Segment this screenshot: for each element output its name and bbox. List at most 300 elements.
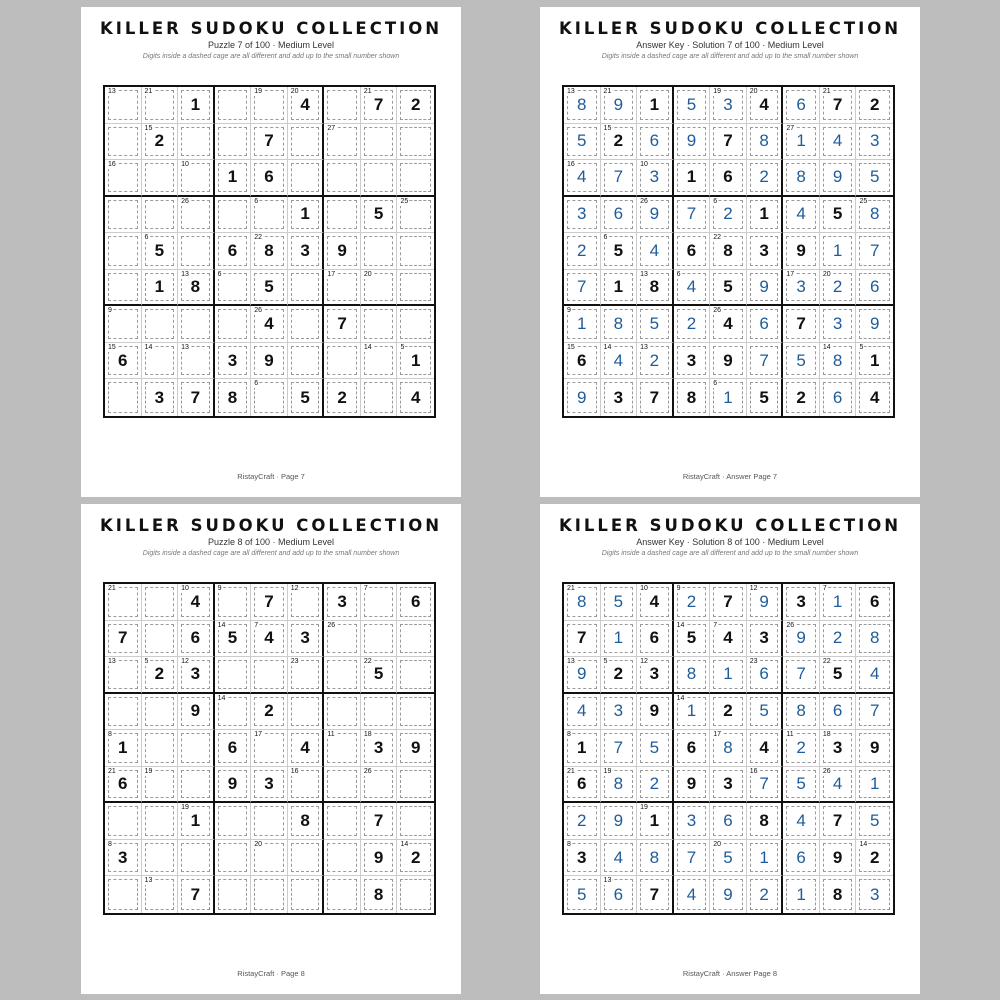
given-digit: 5 — [832, 664, 843, 684]
solution-digit: 7 — [686, 847, 697, 867]
cage-outline — [218, 127, 248, 157]
solution-digit: 7 — [686, 204, 697, 224]
grid-cell — [251, 160, 288, 197]
solution-digit: 8 — [723, 737, 733, 757]
page-subtitle: Puzzle 8 of 100 · Medium Level — [207, 537, 335, 547]
given-digit: 3 — [686, 350, 697, 370]
grid-cell — [856, 840, 893, 877]
cage-outline — [364, 163, 394, 192]
given-digit: 3 — [649, 664, 660, 684]
cage-sum: 6 — [713, 197, 718, 205]
cage-sum: 10 — [640, 161, 648, 169]
grid-cell — [601, 876, 638, 913]
grid-cell — [710, 270, 747, 307]
cage-outline — [218, 200, 248, 230]
grid-cell — [361, 379, 398, 416]
given-digit: 6 — [723, 167, 733, 187]
grid-cell — [783, 306, 820, 343]
cage-sum: 8 — [108, 840, 112, 848]
grid-cell — [820, 767, 857, 804]
solution-digit: 2 — [759, 167, 769, 187]
cage-outline — [145, 200, 175, 230]
page-subtitle: Answer Key · Solution 7 of 100 · Medium Level — [636, 40, 824, 50]
grid-cell — [710, 767, 747, 804]
grid-cell — [783, 124, 820, 161]
cage-sum: 15 — [144, 124, 153, 132]
given-digit: 9 — [869, 737, 880, 757]
sudoku-grid — [103, 85, 436, 418]
grid-cell — [105, 343, 142, 380]
cage-sum: 25 — [859, 197, 868, 205]
grid-cell — [637, 621, 674, 658]
solution-digit: 1 — [832, 240, 843, 260]
grid-cell — [361, 621, 398, 658]
grid-cell — [178, 160, 215, 197]
given-digit: 9 — [796, 240, 806, 260]
grid-cell — [324, 694, 361, 731]
solution-digit: 3 — [869, 131, 880, 151]
cage-sum: 14 — [822, 343, 831, 351]
grid-cell — [251, 584, 288, 621]
grid-cell — [710, 730, 747, 767]
grid-cell — [637, 730, 674, 767]
grid-cell — [564, 233, 601, 270]
solution-digit: 3 — [796, 277, 806, 297]
grid-cell — [783, 343, 820, 380]
grid-cell — [856, 657, 893, 694]
solution-digit: 6 — [869, 277, 880, 297]
cage-outline — [254, 806, 284, 836]
cage-outline — [108, 273, 138, 302]
given-digit: 4 — [410, 387, 421, 407]
grid-cell — [324, 233, 361, 270]
grid-cell — [251, 343, 288, 380]
cage-sum: 20 — [290, 88, 299, 95]
grid-cell — [142, 840, 179, 877]
grid-cell — [601, 767, 638, 804]
grid-cell — [397, 694, 434, 731]
solution-digit: 6 — [796, 94, 806, 114]
solution-digit: 1 — [723, 387, 733, 407]
grid-cell — [397, 87, 434, 124]
cage-sum: 6 — [254, 197, 259, 205]
grid-cell — [105, 621, 142, 658]
given-digit: 2 — [869, 94, 880, 114]
given-digit: 3 — [373, 737, 384, 757]
grid-cell — [361, 876, 398, 913]
grid-cell — [397, 233, 434, 270]
grid-cell — [178, 124, 215, 161]
given-digit: 4 — [190, 591, 201, 611]
solution-digit: 8 — [613, 774, 624, 794]
cage-sum: 20 — [749, 88, 758, 95]
solution-digit: 5 — [686, 94, 697, 114]
grid-cell — [674, 379, 711, 416]
solution-digit: 8 — [796, 701, 806, 721]
grid-cell — [820, 657, 857, 694]
grid-cell — [856, 233, 893, 270]
grid-cell — [747, 730, 784, 767]
cage-sum: 9 — [676, 585, 681, 592]
solution-digit: 2 — [686, 314, 697, 334]
given-digit: 3 — [796, 591, 806, 611]
grid-cell — [215, 876, 252, 913]
cage-sum: 21 — [108, 585, 116, 592]
grid-cell — [324, 343, 361, 380]
cage-sum: 26 — [822, 767, 831, 775]
cage-outline — [181, 236, 210, 266]
cage-sum: 14 — [217, 621, 226, 629]
solution-digit: 3 — [832, 314, 843, 334]
grid-cell — [178, 197, 215, 234]
grid-cell — [820, 233, 857, 270]
solution-digit: 2 — [759, 884, 769, 904]
grid-cell — [178, 306, 215, 343]
cage-outline — [145, 624, 175, 654]
cage-outline — [364, 624, 394, 654]
given-digit: 5 — [613, 240, 624, 260]
grid-cell — [601, 197, 638, 234]
given-digit: 3 — [577, 847, 587, 867]
cage-outline — [400, 806, 431, 836]
grid-cell — [142, 803, 179, 840]
grid-cell — [674, 87, 711, 124]
grid-cell — [747, 584, 784, 621]
given-digit: 7 — [264, 591, 274, 611]
cage-sum: 14 — [144, 343, 153, 351]
solution-digit: 5 — [613, 591, 624, 611]
given-digit: 7 — [373, 94, 384, 114]
given-digit: 5 — [686, 628, 697, 648]
cage-sum: 9 — [217, 585, 222, 592]
given-digit: 7 — [723, 591, 733, 611]
grid-cell — [747, 197, 784, 234]
cage-sum: 15 — [108, 343, 116, 351]
given-digit: 6 — [869, 591, 880, 611]
grid-cell — [142, 160, 179, 197]
solution-digit: 1 — [869, 774, 880, 794]
grid-cell — [783, 803, 820, 840]
given-digit: 3 — [300, 628, 310, 648]
cage-sum: 10 — [640, 585, 648, 592]
grid-cell — [178, 876, 215, 913]
cage-outline — [364, 309, 394, 339]
given-digit: 5 — [832, 204, 843, 224]
solution-digit: 9 — [759, 591, 769, 611]
grid-cell — [397, 840, 434, 877]
cage-sum: 13 — [603, 877, 612, 885]
grid-cell — [637, 379, 674, 416]
grid-cell — [710, 306, 747, 343]
grid-cell — [288, 730, 325, 767]
grid-cell — [637, 160, 674, 197]
given-digit: 2 — [154, 664, 165, 684]
grid-cell — [856, 343, 893, 380]
grid-cell — [251, 270, 288, 307]
grid-cell — [637, 876, 674, 913]
grid-cell — [747, 767, 784, 804]
given-digit: 3 — [723, 774, 733, 794]
solution-digit: 6 — [613, 884, 624, 904]
given-digit: 4 — [264, 628, 274, 648]
grid-cell — [710, 876, 747, 913]
grid-cell — [710, 197, 747, 234]
given-digit: 8 — [300, 811, 310, 831]
grid-cell — [288, 840, 325, 877]
grid-cell — [324, 124, 361, 161]
cage-sum: 16 — [567, 161, 575, 169]
grid-cell — [783, 876, 820, 913]
given-digit: 7 — [373, 811, 384, 831]
sudoku-grid — [562, 582, 895, 915]
given-digit: 7 — [190, 884, 201, 904]
grid-cell — [783, 621, 820, 658]
page-title: KILLER SUDOKU COLLECTION — [99, 516, 443, 535]
grid-cell — [674, 306, 711, 343]
cage-sum: 26 — [713, 307, 722, 315]
grid-cell — [288, 87, 325, 124]
grid-cell — [178, 584, 215, 621]
cage-sum: 16 — [108, 161, 116, 169]
grid-cell — [856, 124, 893, 161]
grid-cell — [637, 197, 674, 234]
given-digit: 8 — [373, 884, 384, 904]
solution-digit: 5 — [649, 737, 660, 757]
solution-digit: 4 — [796, 204, 806, 224]
grid-cell — [856, 767, 893, 804]
cage-outline — [108, 382, 138, 413]
grid-cell — [105, 379, 142, 416]
grid-cell — [564, 876, 601, 913]
cage-outline — [291, 697, 320, 727]
grid-cell — [856, 694, 893, 731]
cage-sum: 27 — [786, 124, 795, 132]
cage-sum: 26 — [363, 767, 372, 775]
solution-digit: 1 — [686, 701, 697, 721]
grid-cell — [783, 233, 820, 270]
given-digit: 9 — [190, 701, 201, 721]
given-digit: 2 — [264, 701, 274, 721]
grid-cell — [324, 306, 361, 343]
grid-cell — [747, 343, 784, 380]
grid-cell — [142, 124, 179, 161]
solution-digit: 7 — [869, 701, 880, 721]
given-digit: 8 — [649, 277, 660, 297]
grid-cell — [361, 767, 398, 804]
cage-outline — [364, 236, 394, 266]
grid-cell — [637, 343, 674, 380]
cage-outline — [291, 273, 320, 302]
cage-outline — [291, 309, 320, 339]
cage-outline — [327, 806, 357, 836]
grid-cell — [251, 876, 288, 913]
grid-cell — [397, 124, 434, 161]
grid-cell — [251, 233, 288, 270]
page-footer: RistayCraft · Answer Page 8 — [682, 969, 778, 978]
grid-cell — [361, 306, 398, 343]
cage-outline — [181, 843, 210, 873]
grid-cell — [105, 767, 142, 804]
solution-digit: 6 — [759, 664, 769, 684]
grid-cell — [251, 197, 288, 234]
cage-sum: 19 — [713, 88, 722, 95]
grid-cell — [710, 621, 747, 658]
cage-sum: 17 — [713, 731, 722, 739]
cage-outline — [291, 346, 320, 376]
cage-outline — [254, 660, 284, 689]
cage-outline — [400, 697, 431, 727]
solution-digit: 2 — [686, 591, 697, 611]
cage-outline — [145, 843, 175, 873]
solution-digit: 4 — [686, 277, 697, 297]
grid-cell — [215, 379, 252, 416]
page-title: KILLER SUDOKU COLLECTION — [99, 19, 443, 38]
solution-digit: 4 — [686, 884, 697, 904]
solution-digit: 8 — [577, 94, 587, 114]
solution-digit: 4 — [832, 774, 843, 794]
rules-note: Digits inside a dashed cage are all different and add up to the small number shown — [142, 53, 400, 60]
grid-cell — [564, 840, 601, 877]
grid-cell — [820, 840, 857, 877]
solution-digit: 7 — [759, 774, 769, 794]
cage-sum: 13 — [567, 658, 575, 666]
cage-outline — [327, 843, 357, 873]
grid-cell — [251, 124, 288, 161]
solution-digit: 9 — [613, 811, 624, 831]
grid-cell — [564, 343, 601, 380]
grid-cell — [820, 160, 857, 197]
page-subtitle: Answer Key · Solution 8 of 100 · Medium Level — [636, 537, 824, 547]
given-digit: 1 — [410, 350, 421, 370]
solution-digit: 5 — [869, 811, 880, 831]
given-digit: 5 — [227, 628, 238, 648]
grid-cell — [674, 197, 711, 234]
given-digit: 9 — [723, 350, 733, 370]
grid-cell — [251, 840, 288, 877]
grid-cell — [178, 840, 215, 877]
cage-sum: 6 — [603, 234, 608, 242]
given-digit: 2 — [723, 701, 733, 721]
cage-sum: 21 — [822, 88, 831, 95]
given-digit: 4 — [759, 94, 769, 114]
grid-cell — [397, 197, 434, 234]
puzzle-page-8 — [81, 504, 461, 994]
grid-cell — [288, 694, 325, 731]
grid-cell — [710, 87, 747, 124]
cage-outline — [400, 624, 431, 654]
page-footer: RistayCraft · Page 8 — [237, 969, 305, 978]
grid-cell — [105, 124, 142, 161]
grid-cell — [288, 233, 325, 270]
grid-cell — [142, 379, 179, 416]
cage-sum: 26 — [786, 621, 795, 629]
grid-cell — [856, 876, 893, 913]
grid-cell — [324, 197, 361, 234]
cage-sum: 11 — [786, 731, 794, 739]
grid-cell — [178, 343, 215, 380]
given-digit: 1 — [577, 737, 587, 757]
given-digit: 4 — [723, 628, 733, 648]
grid-cell — [820, 584, 857, 621]
cage-outline — [181, 770, 210, 799]
grid-cell — [783, 87, 820, 124]
given-digit: 9 — [373, 847, 384, 867]
cage-sum: 21 — [144, 88, 153, 95]
cage-sum: 8 — [567, 731, 571, 739]
solution-digit: 8 — [869, 628, 880, 648]
cage-sum: 20 — [822, 270, 831, 278]
given-digit: 1 — [686, 167, 697, 187]
grid-cell — [674, 343, 711, 380]
given-digit: 2 — [613, 664, 624, 684]
solution-digit: 4 — [649, 240, 660, 260]
cage-outline — [108, 806, 138, 836]
given-digit: 3 — [118, 847, 128, 867]
grid-cell — [215, 803, 252, 840]
cage-sum: 19 — [640, 804, 648, 812]
given-digit: 7 — [832, 94, 843, 114]
cage-outline — [145, 309, 175, 339]
grid-cell — [674, 876, 711, 913]
grid-cell — [324, 803, 361, 840]
solution-digit: 6 — [723, 811, 733, 831]
solution-digit: 4 — [796, 811, 806, 831]
grid-cell — [820, 87, 857, 124]
grid-cell — [564, 767, 601, 804]
grid-cell — [288, 306, 325, 343]
given-digit: 6 — [264, 167, 274, 187]
given-digit: 6 — [410, 591, 421, 611]
given-digit: 6 — [118, 350, 128, 370]
solution-digit: 8 — [869, 204, 880, 224]
cage-sum: 26 — [181, 197, 189, 205]
solution-digit: 2 — [723, 204, 733, 224]
grid-cell — [251, 306, 288, 343]
grid-cell — [856, 803, 893, 840]
grid-cell — [251, 621, 288, 658]
cage-outline — [327, 90, 357, 120]
grid-cell — [397, 379, 434, 416]
given-digit: 3 — [154, 387, 165, 407]
cage-sum: 13 — [567, 88, 575, 95]
given-digit: 4 — [264, 314, 274, 334]
grid-cell — [288, 621, 325, 658]
rules-note: Digits inside a dashed cage are all different and add up to the small number shown — [601, 550, 859, 557]
solution-digit: 1 — [796, 131, 806, 151]
given-digit: 7 — [264, 131, 274, 151]
grid-cell — [361, 584, 398, 621]
given-digit: 3 — [190, 664, 201, 684]
grid-cell — [105, 803, 142, 840]
grid-cell — [601, 621, 638, 658]
grid-cell — [820, 803, 857, 840]
cage-outline — [327, 697, 357, 727]
solution-digit: 5 — [796, 774, 806, 794]
solution-digit: 4 — [613, 847, 624, 867]
given-digit: 4 — [300, 94, 310, 114]
cage-sum: 5 — [400, 343, 405, 351]
cage-sum: 21 — [567, 767, 575, 775]
solution-digit: 9 — [613, 94, 624, 114]
given-digit: 4 — [869, 387, 880, 407]
grid-cell — [324, 657, 361, 694]
given-digit: 9 — [337, 240, 347, 260]
grid-cell — [710, 657, 747, 694]
grid-cell — [637, 840, 674, 877]
cage-outline — [181, 733, 210, 763]
given-digit: 7 — [723, 131, 733, 151]
cage-outline — [327, 660, 357, 689]
